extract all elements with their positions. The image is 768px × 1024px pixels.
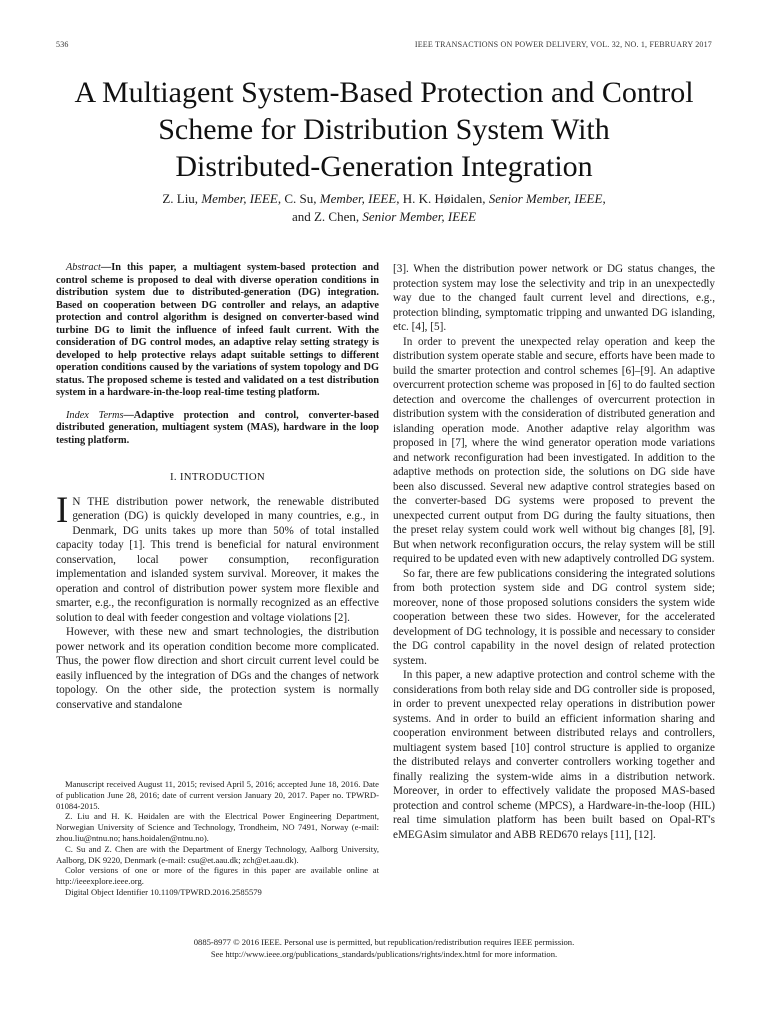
footnote-doi: Digital Object Identifier 10.1109/TPWRD.2016.2585579 (65, 886, 262, 897)
copyright-notice (40, 937, 728, 960)
author-3-name: , H. K. Høidalen, (396, 191, 489, 206)
title-line-2: Scheme for Distribution System With (158, 113, 610, 146)
copyright-line-1: 0885-8977 © 2016 IEEE. Personal use is permitted, but republication/redistribution requires IEEE permission. (193, 937, 575, 947)
author-4-name: and Z. Chen, (291, 209, 363, 224)
intro-paragraph-2: However, with these new and smart technologies, the distribution power network and its operation condition become more complicated. Thus, the power flow direction and short circuit current level could be easily influenced by the integration of DGs and the changes of network topology. On the other side, the protection system is normally conservative and standalone (56, 626, 379, 711)
index-terms (56, 410, 379, 448)
journal-header: IEEE TRANSACTIONS ON POWER DELIVERY, VOL. 32, NO. 1, FEBRUARY 2017 (414, 40, 712, 49)
index-terms-lead: Index Terms (66, 409, 124, 421)
author-4-role: Senior Member, IEEE (362, 209, 477, 224)
paper-title (40, 74, 728, 185)
author-line-2 (60, 208, 708, 226)
title-line-1: A Multiagent System-Based Protection and Control (74, 76, 694, 109)
copyright-line-2: See http://www.ieee.org/publications_standards/publications/rights/index.html for more information. (210, 948, 558, 959)
footnote-affiliation-1: Z. Liu and H. K. Høidalen are with the Electrical Power Engineering Department, Norwegian University of Science and Technology, Trondheim, NO 7491, Norway (e-mail: zhou.liu@ntnu.no; hans.hoidalen@ntnu.no). (56, 811, 379, 843)
intro-paragraph-1 (56, 489, 379, 626)
section-numeral: I. I (169, 471, 184, 483)
author-line-1 (60, 190, 708, 208)
index-terms-text: —Adaptive protection and control, converter-based distributed generation, multiagent system (MAS), hardware in the loop testing platform. (56, 409, 380, 446)
abstract-text: —In this paper, a multiagent system-based protection and control scheme is proposed to deal with diverse operation conditions in distribution system due to distributed-generation (DG) integration. Based on cooperation between DG controller and relays, an adaptive protection and control algorithm is designed on converter-based wind turbine DG to limit the influence of infeed fault current. With the consideration of DG control modes, an adaptive relay setting strategy is developed to help protective relays adapt suitable settings to different operation conditions caused by the variations of system topology and DG status. The proposed scheme is tested and validated on a test distribution system in a hardware-in-the-loop real-time testing platform. (56, 262, 379, 398)
right-paragraph-2: In order to prevent the unexpected relay operation and keep the distribution system operate stable and secure, efforts have been made to build the smarter protection and control schemes [6]–[9]. An adaptive overcurrent protection scheme was proposed in [6] to do faulted section detection and overcome the challenges of overcurrent protection in distribution system with the consideration of distributed generation and islanding operation mode. Another adaptive relay algorithm was proposed in [7], where the wind generator operation mode variations and network reconfiguration had been investigated. In addition to the adaptive methods on protection side, the solutions on DG side have been also discussed. Several new adaptive control strategies based on the converter-based DG systems were proposed to prevent the unexpected current output from DG during the faulty situations, then the preset relay system could work well without big changes [8], [9]. But when network reconfiguration occurs, the relay system will be still required to be updated even with new adaptively controlled DG system. (393, 335, 715, 565)
left-column (56, 262, 379, 712)
right-paragraph-4: In this paper, a new adaptive protection and control scheme with the considerations from both relay side and DG controller side is proposed, in order to prevent unexpected relay operations in distribution power systems. And in order to build an efficient information sharing and cooperation environment between distributed relays and controllers, multiagent system based [10] control structure is applied to organize the distributed relays and converter controllers working together and finally realizing the system-wide aims in a distribution network. Moreover, in order to effectively validate the proposed MAS-based protection and control scheme (MPCS), a Hardware-in-the-loop (HIL) real time simulation platform has been built based on Opal-RT's eMEGAsim simulator and ABB RED670 relays [11], [12]. (393, 669, 715, 841)
author-1-role: Member, IEEE (201, 191, 278, 206)
intro-paragraph-1-text: N THE distribution power network, the renewable distributed generation (DG) is quickly developed in many countries, e.g., in Denmark, DG units takes up more than 50% of total installed capacity today [1]. This trend is beneficial for natural environment conservation, local power consumption, reconfiguration implementation and islanded system survival. Moreover, it makes the operation and control of distribution power system more flexible and smarter, e.g., the reconfiguration is normally recognized as an effective solution to deal with feeder congestion and voltage violations [2]. (56, 495, 379, 624)
footnote-manuscript: Manuscript received August 11, 2015; revised April 5, 2016; accepted June 18, 2016. Date of publication June 28, 2016; date of current version January 20, 2017. Paper no. TPWRD-01084-2015. (56, 779, 379, 811)
footnote-color: Color versions of one or more of the figures in this paper are available online at http://ieeexplore.ieee.org. (56, 865, 379, 887)
author-1-name: Z. Liu, (162, 191, 202, 206)
section-heading-introduction (56, 470, 379, 485)
right-paragraph-1: [3]. When the distribution power network or DG status changes, the protection system may lose the selectivity and trip in an unexpectedly way due to the changed fault current level and directions, e.g., protection blinding, symptomatic tripping and unwanted DG islanding, etc. [4], [5]. (393, 263, 715, 333)
right-column (393, 262, 715, 842)
right-paragraph-3: So far, there are few publications considering the integrated solutions from both protection system side and DG control system side; moreover, none of those proposed solutions considers the system wide cooperation between these two sides. However, for the accelerated development of DG technology, it is possible and necessary to consider the DG control capability in the novel design of related protection system. (393, 567, 715, 667)
footnotes (56, 779, 379, 898)
author-2-name: , C. Su, (277, 191, 320, 206)
abstract (56, 262, 379, 400)
abstract-lead: Abstract (66, 262, 101, 273)
author-2-role: Member, IEEE (319, 191, 397, 206)
author-3-role: Senior Member, IEEE (488, 191, 603, 206)
author-separator: , (602, 191, 606, 206)
author-list (60, 190, 708, 226)
section-title: NTRODUCTION (183, 471, 266, 483)
title-line-3: Distributed-Generation Integration (175, 150, 593, 183)
footnote-affiliation-2: C. Su and Z. Chen are with the Department of Energy Technology, Aalborg University, Aalborg, DK 9220, Denmark (e-mail: csu@et.aau.dk; zch@et.aau.dk). (56, 843, 379, 865)
page-number: 536 (56, 40, 69, 49)
drop-cap: I (56, 489, 69, 531)
